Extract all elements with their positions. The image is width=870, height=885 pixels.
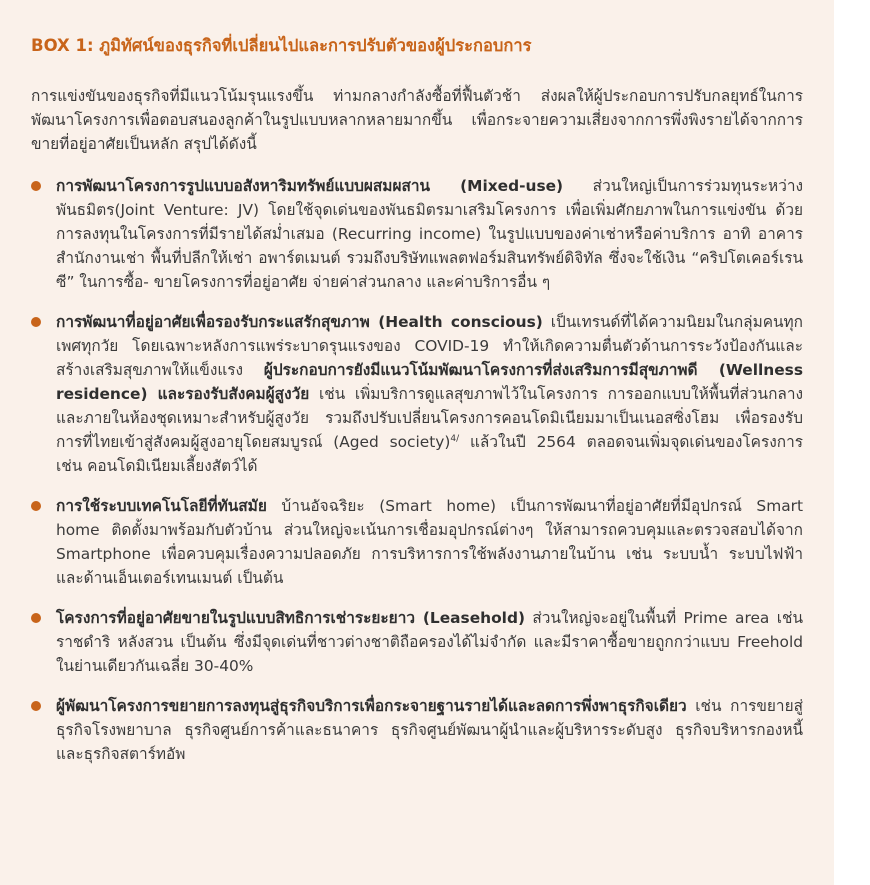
bullet-text: เป็นเทรนด์ที่ได้ความนิยมในกลุ่มคนทุกเพศทุกวัย โดยเฉพาะหลังการแพร่ระบาดรุนแรงของ COVID-19 ทำให้เกิดความตื่นตัวด้านการระวังป้องกันและสร้างเสริมสุขภาพให้แข็งแรง bbox=[56, 313, 803, 379]
footnote-marker: 4/ bbox=[450, 433, 460, 444]
list-item-smart-home bbox=[31, 494, 803, 590]
box-title: BOX 1: ภูมิทัศน์ของธุรกิจที่เปลี่ยนไปและการปรับตัวของผู้ประกอบการ bbox=[31, 36, 532, 55]
bullet-list bbox=[31, 174, 803, 766]
box-content bbox=[31, 84, 803, 782]
bullet-text: เช่น เพิ่มบริการดูแลสุขภาพไว้ในโครงการ การออกแบบให้พื้นที่ส่วนกลางและภายในห้องชุดเหมาะสำหรับผู้สูงวัย รวมถึงปรับเปลี่ยนโครงการคอนโดมิเนียมมาเป็นเนอสซิ่งโฮม เพื่อรองรับการที่ไทยเข้าสู่สังคมผู้สูงอายุโดยสมบูรณ์ (Aged society) bbox=[56, 385, 803, 451]
intro-paragraph: การแข่งขันของธุรกิจที่มีแนวโน้มรุนแรงขึ้น ท่ามกลางกำลังซื้อที่ฟื้นตัวช้า ส่งผลให้ผู้ประกอบการปรับกลยุทธ์ในการพัฒนาโครงการเพื่อตอบสนองลูกค้าในรูปแบบหลากหลายมากขึ้น เพื่อกระจายความเสี่ยงจากการพึ่งพิงรายได้จากการขายที่อยู่อาศัยเป็นหลัก สรุปได้ดังนี้ bbox=[31, 87, 803, 153]
bullet-icon bbox=[31, 501, 41, 511]
bullet-icon bbox=[31, 317, 41, 327]
bullet-heading: โครงการที่อยู่อาศัยขายในรูปแบบสิทธิการเช่าระยะยาว (Leasehold) bbox=[56, 609, 525, 627]
bullet-heading: ผู้พัฒนาโครงการขยายการลงทุนสู่ธุรกิจบริการเพื่อกระจายฐานรายได้และลดการพึ่งพาธุรกิจเดียว bbox=[56, 697, 687, 715]
bullet-text: แล้วในปี 2564 ตลอดจนเพิ่มจุดเด่นของโครงการ เช่น คอนโดมิเนียมเลี้ยงสัตว์ได้ bbox=[56, 433, 803, 475]
list-item-leasehold bbox=[31, 606, 803, 678]
bullet-heading: การพัฒนาที่อยู่อาศัยเพื่อรองรับกระแสรักสุขภาพ (Health conscious) bbox=[56, 313, 543, 331]
list-item-health-conscious bbox=[31, 310, 803, 478]
bullet-text: บ้านอัจฉริยะ (Smart home) เป็นการพัฒนาที่อยู่อาศัยที่มีอุปกรณ์ Smart home ติดตั้งมาพร้อมกับตัวบ้าน ส่วนใหญ่จะเน้นการเชื่อมอุปกรณ์ต่างๆ ให้สามารถควบคุมและตรวจสอบได้จาก Smartphone เพื่อควบคุมเรื่องความปลอดภัย การบริหารการใช้พลังงานภายในบ้าน เช่น ระบบน้ำ ระบบไฟฟ้า และด้านเอ็นเตอร์เทนเมนต์ เป็นต้น bbox=[56, 497, 803, 587]
bullet-text: ส่วนใหญ่จะอยู่ในพื้นที่ Prime area เช่น ราชดำริ หลังสวน เป็นต้น ซึ่งมีจุดเด่นที่ชาวต่างชาติถือครองได้ไม่จำกัด และมีราคาซื้อขายถูกกว่าแบบ Freehold ในย่านเดียวกันเฉลี่ย 30-40% bbox=[56, 609, 804, 675]
list-item-diversification bbox=[31, 694, 803, 766]
bullet-icon bbox=[31, 181, 41, 191]
list-item-mixed-use bbox=[31, 174, 803, 294]
bullet-heading: การใช้ระบบเทคโนโลยีที่ทันสมัย bbox=[56, 497, 267, 515]
bullet-emphasis: ผู้ประกอบการยังมีแนวโน้มพัฒนาโครงการที่ส่งเสริมการมีสุขภาพดี (Wellness residence) และรองรับสังคมผู้สูงวัย bbox=[56, 361, 803, 403]
bullet-text: ส่วนใหญ่เป็นการร่วมทุนระหว่างพันธมิตร(Joint Venture: JV) โดยใช้จุดเด่นของพันธมิตรมาเสริมโครงการ เพื่อเพิ่มศักยภาพในการแข่งขัน ด้วยการลงทุนในโครงการที่มีรายได้สม่ำเสมอ (Recurring income) ในรูปแบบของค่าเช่าหรือค่าบริการ อาทิ อาคารสำนักงานเช่า พื้นที่ปลีกให้เช่า อพาร์ตเมนต์ รวมถึงบริษัทแพลตฟอร์มสินทรัพย์ดิจิทัล ซึ่งจะใช้เงิน “คริปโตเคอร์เรนซี” ในการซื้อ- ขายโครงการที่อยู่อาศัย จ่ายค่าส่วนกลาง และค่าบริการอื่น ๆ bbox=[56, 177, 803, 291]
bullet-icon bbox=[31, 613, 41, 623]
bullet-text: เช่น การขยายสู่ธุรกิจโรงพยาบาล ธุรกิจศูนย์การค้าและธนาคาร ธุรกิจศูนย์พัฒนาผู้นำและผู้บริหารระดับสูง ธุรกิจบริหารกองหนี้ และธุรกิจสตาร์ทอัพ bbox=[56, 697, 803, 763]
bullet-heading: การพัฒนาโครงการรูปแบบอสังหาริมทรัพย์แบบผสมผสาน (Mixed-use) bbox=[56, 177, 564, 195]
bullet-icon bbox=[31, 701, 41, 711]
